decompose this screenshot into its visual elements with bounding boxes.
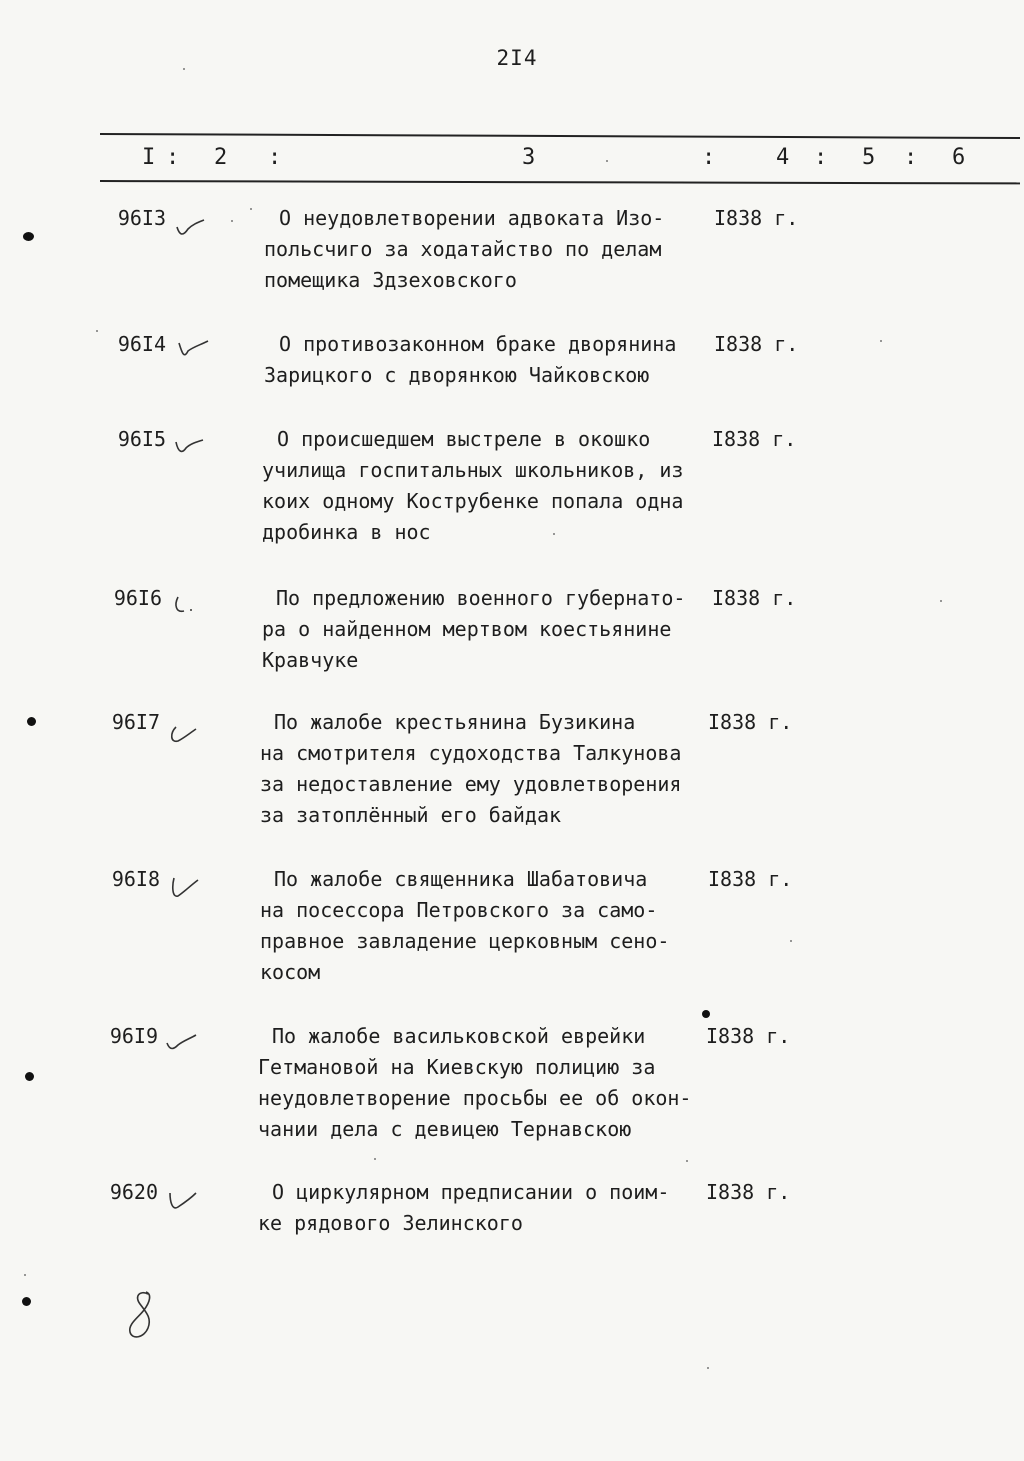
description-line: польсчиго за ходатайство по делам [264, 237, 662, 261]
entry-year: I838 г. [712, 586, 797, 610]
description-line: правное завладение церковным сено- [260, 929, 670, 953]
entry-year: I838 г. [706, 1024, 791, 1048]
scan-speck [880, 340, 882, 342]
check-mark [166, 1189, 200, 1211]
entry-number: 96I5 [117, 427, 166, 451]
description-line: По жалобе васильковской еврейки [272, 1024, 646, 1048]
entry-description [262, 583, 732, 676]
column-separator: : [268, 145, 282, 170]
column-separator: : [904, 145, 918, 170]
check-mark [172, 434, 206, 456]
entry-number: 96I9 [109, 1024, 158, 1048]
entry-number: 96I7 [111, 710, 160, 734]
description-line: По жалобе крестьянина Бузикина [274, 710, 636, 734]
description-line: дробинка в нос [262, 520, 431, 544]
description-line: за недоставление ему удовлетворения [260, 772, 682, 796]
entry-year: I838 г. [712, 427, 797, 451]
entry-year: I838 г. [708, 710, 793, 734]
entry-number: 9620 [109, 1180, 158, 1204]
scan-speck [553, 533, 555, 535]
description-line: коих одному Кострубенке попала одна [262, 489, 684, 513]
description-line: О неудовлетворении адвоката Изо- [279, 206, 665, 230]
scan-speck [231, 220, 233, 222]
description-line: Кравчуке [262, 648, 359, 672]
check-mark [170, 593, 204, 615]
column-header-5: 5 [862, 145, 876, 170]
check-mark [166, 723, 200, 745]
description-line: О противозаконном браке дворянина [279, 332, 677, 356]
entry-description [258, 1177, 728, 1239]
ink-blot [702, 1010, 710, 1018]
check-mark [176, 337, 210, 359]
check-mark [174, 215, 208, 237]
scan-speck [940, 600, 942, 602]
check-mark [164, 1031, 198, 1053]
description-line: помещика Здзеховского [264, 268, 517, 292]
description-line: на посессора Петровского за само- [260, 898, 658, 922]
punch-hole-mark [25, 1072, 34, 1081]
column-header-2: 2 [214, 145, 228, 170]
description-line: О происшедшем выстреле в окошко [277, 427, 651, 451]
description-line: на смотрителя судоходства Талкунова [260, 741, 682, 765]
column-separator: : [702, 145, 716, 170]
entry-number: 96I6 [113, 586, 162, 610]
punch-hole-mark [23, 232, 34, 241]
column-header-1: I [142, 145, 156, 170]
scan-speck [374, 1158, 376, 1160]
entry-number: 96I4 [117, 332, 166, 356]
description-line: Гетмановой на Киевскую полицию за [258, 1055, 656, 1079]
description-line: ке рядового Зелинского [258, 1211, 523, 1235]
entry-number: 96I8 [111, 867, 160, 891]
page-number: 2I4 [496, 46, 538, 70]
description-line: неудовлетворение просьбы ее об окон- [258, 1086, 692, 1110]
entry-year: I838 г. [706, 1180, 791, 1204]
entry-year: I838 г. [714, 206, 799, 230]
punch-hole-mark [22, 1297, 31, 1306]
entry-description [264, 203, 734, 296]
column-header-3: 3 [522, 145, 536, 170]
column-separator: : [814, 145, 828, 170]
description-line: чании дела с девицею Тернавскою [258, 1117, 632, 1141]
entry-description [262, 424, 732, 548]
entry-description [258, 1021, 728, 1145]
scan-speck [707, 1367, 709, 1369]
scan-speck [183, 68, 185, 70]
handwritten-eight-icon [122, 1288, 162, 1346]
entry-number: 96I3 [117, 206, 166, 230]
description-line: О циркулярном предписании о поим- [272, 1180, 670, 1204]
punch-hole-mark [27, 717, 36, 726]
description-line: косом [260, 960, 321, 984]
scan-speck [96, 330, 98, 332]
description-line: за затоплённый его байдак [260, 803, 562, 827]
description-line: ра о найденном мертвом коестьянине [262, 617, 672, 641]
scan-speck [606, 160, 608, 162]
entry-description [260, 864, 730, 988]
entry-description [260, 707, 730, 831]
scan-speck [686, 1160, 688, 1162]
scan-speck [24, 1274, 26, 1276]
header-rule-top [100, 133, 1020, 139]
header-rule-bottom [100, 180, 1020, 184]
handwritten-count [122, 1288, 162, 1346]
check-mark [168, 876, 202, 898]
column-header-6: 6 [952, 145, 966, 170]
entry-description [264, 329, 734, 391]
scan-speck [790, 940, 792, 942]
description-line: Зарицкого с дворянкою Чайковскою [264, 363, 650, 387]
description-line: По предложению военного губернато- [276, 586, 686, 610]
column-header-4: 4 [776, 145, 790, 170]
description-line: училища госпитальных школьников, из [262, 458, 684, 482]
entry-year: I838 г. [714, 332, 799, 356]
entry-year: I838 г. [708, 867, 793, 891]
scan-speck [250, 208, 252, 210]
column-separator: : [166, 145, 180, 170]
description-line: По жалобе священника Шабатовича [274, 867, 648, 891]
